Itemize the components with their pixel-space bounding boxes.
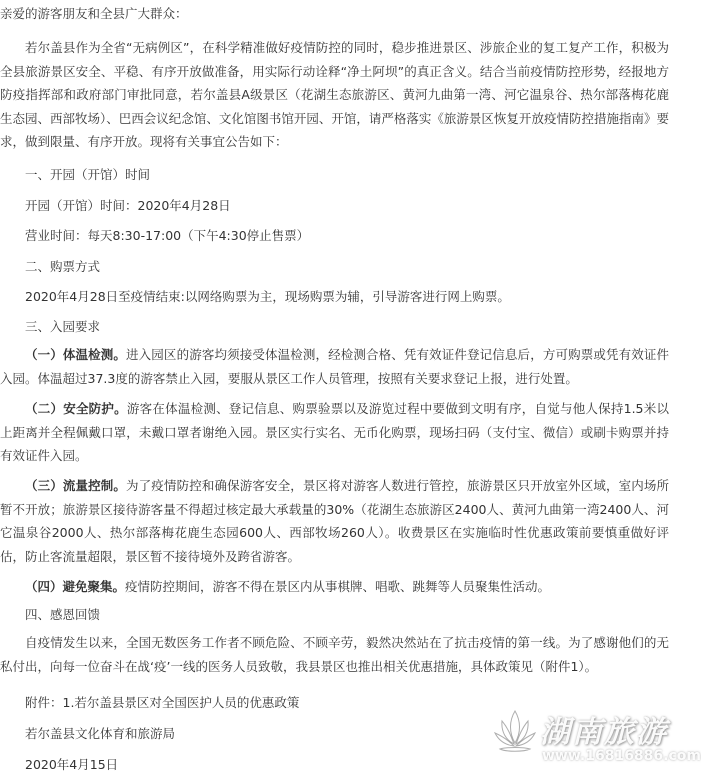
requirement-protection	[0, 397, 669, 468]
requirement-text: 为了疫情防控和确保游客安全，景区将对游客人数进行管控，旅游景区只开放室外区域，室内场所暂不开放；旅游景区接待游客量不得超过核定最大承载量的30%（花湖生态旅游区2400人、黄河九曲第一湾2400人、河它温泉谷2000人、热尔部落梅花鹿生态园600人、西部牧场260人）。收费景区在实施临时性优惠政策前要慎重做好评估，防止客流量超限，景区暂不接待境外及跨省游客。	[0, 478, 669, 564]
requirement-avoid-gathering	[0, 575, 669, 599]
section-2-heading: 二、购票方式	[25, 259, 101, 274]
requirement-label: （四）避免聚集。	[25, 579, 126, 594]
signature: 若尔盖县文化体育和旅游局	[25, 726, 176, 741]
section-3-heading: 三、入园要求	[25, 319, 101, 334]
section-4-heading: 四、感恩回馈	[25, 607, 101, 622]
requirement-label: （二）安全防护。	[25, 401, 127, 416]
requirement-label: （三）流量控制。	[25, 478, 127, 493]
requirement-text: 进入园区的游客均须接受体温检测，经检测合格、凭有效证件登记信息后，方可购票或凭有效证件入园。体温超过37.3度的游客禁止入园，要服从景区工作人员管理，按照有关要求登记上报，进行处置。	[0, 347, 669, 386]
requirement-text: 游客在体温检测、登记信息、购票验票以及游览过程中要做到文明有序，自觉与他人保持1.5米以上距离并全程佩戴口罩，未戴口罩者谢绝入园。景区实行实名、无币化购票，现场扫码（支付宝、微信）或刷卡购票并持有效证件入园。	[0, 401, 669, 463]
requirement-flow-control	[0, 474, 669, 568]
watermark-title: 湖南旅游	[540, 715, 668, 750]
watermark-url: www.16816886.com	[542, 748, 701, 764]
ticket-purchase-text: 2020年4月28日至疫情结束:以网络购票为主，现场购票为辅，引导游客进行网上购票。	[25, 289, 510, 304]
watermark	[492, 703, 701, 777]
gratitude-paragraph: 自疫情发生以来，全国无数医务工作者不顾危险、不顾辛劳，毅然决然站在了抗击疫情的第一线。为了感谢他们的无私付出，向每一位奋斗在战‘疫’一线的医务人员致敬，我县景区也推出相关优惠措施，具体政策见（附件1）。	[0, 635, 669, 674]
intro-paragraph: 若尔盖县作为全省“无病例区”，在科学精准做好疫情防控的同时，稳步推进景区、涉旅企业的复工复产工作，积极为全县旅游景区安全、平稳、有序开放做准备，用实际行动诠释“净土阿坝”的真正含义。结合当前疫情防控形势，经报地方防疫指挥部和政府部门审批同意，若尔盖县A级景区（花湖生态旅游区、黄河九曲第一湾、河它温泉谷、热尔部落梅花鹿生态园、西部牧场）、巴西会议纪念馆、文化馆图书馆开园、开馆，请严格落实《旅游景区恢复开放疫情防控措施指南》要求，做到限量、有序开放。现将有关事宜公告如下：	[0, 40, 669, 149]
section-1-heading: 一、开园（开馆）时间	[25, 167, 151, 182]
requirement-temperature	[0, 343, 669, 390]
requirement-label: （一）体温检测。	[25, 347, 127, 362]
greeting: 亲爱的游客朋友和全县广大群众：	[0, 6, 188, 21]
open-date: 开园（开馆）时间：2020年4月28日	[25, 198, 231, 213]
business-hours: 营业时间：每天8:30-17:00（下午4:30停止售票）	[25, 228, 310, 243]
lotus-logo-icon	[492, 703, 538, 763]
attachment-line: 附件：1.若尔盖县景区对全国医护人员的优惠政策	[25, 695, 300, 710]
date: 2020年4月15日	[25, 757, 119, 772]
requirement-text: 疫情防控期间，游客不得在景区内从事棋牌、唱歌、跳舞等人员聚集性活动。	[125, 579, 551, 594]
